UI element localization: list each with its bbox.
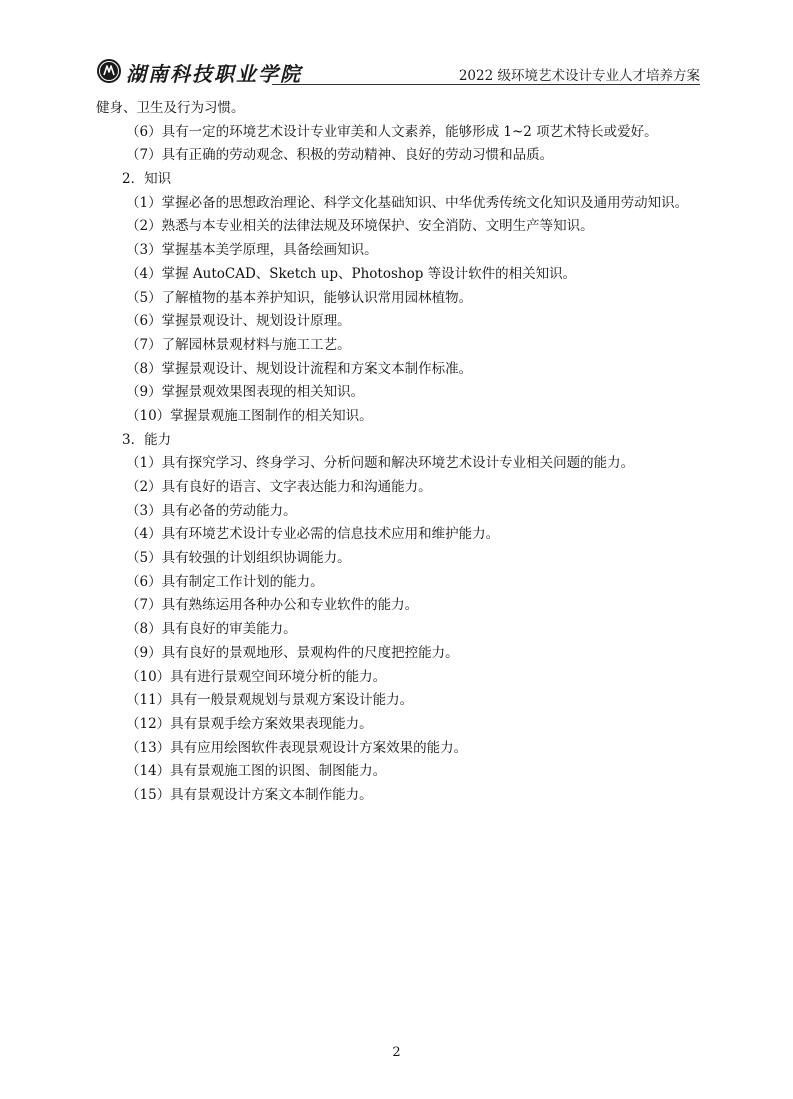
- document-body: [96, 97, 700, 808]
- list-item: （1）具有探究学习、终身学习、分析问题和解决环境艺术设计专业相关问题的能力。: [126, 455, 635, 472]
- list-item: （2）具有良好的语言、文字表达能力和沟通能力。: [126, 479, 432, 495]
- list-item: （2）熟悉与本专业相关的法律法规及环境保护、安全消防、文明生产等知识。: [126, 218, 594, 235]
- list-item: （3）具有必备的劳动能力。: [126, 502, 297, 519]
- list-item: （6）具有一定的环境艺术设计专业审美和人文素养，能够形成 1~2 项艺术特长或爱好。: [126, 123, 658, 140]
- school-emblem-icon: [96, 58, 122, 84]
- list-item: （4）具有环境艺术设计专业必需的信息技术应用和维护能力。: [126, 526, 500, 543]
- list-item: （1）掌握必备的思想政治理论、科学文化基础知识、中华优秀传统文化知识及通用劳动知识。: [126, 194, 689, 211]
- list-item: （7）具有熟练运用各种办公和专业软件的能力。: [126, 597, 419, 614]
- document-title: 2022 级环境艺术设计专业人才培养方案: [458, 68, 700, 84]
- list-item: （4）掌握 AutoCAD、Sketch up、Photoshop 等设计软件的相关知识。: [126, 265, 577, 282]
- list-item: （8）掌握景观设计、规划设计流程和方案文本制作标准。: [126, 360, 473, 377]
- list-item: （9）掌握景观效果图表现的相关知识。: [126, 384, 365, 401]
- section-heading-knowledge: 2．知识: [122, 171, 172, 188]
- page-header: [96, 54, 700, 90]
- list-item: （3）掌握基本美学原理，具备绘画知识。: [126, 242, 378, 259]
- list-item: （6）具有制定工作计划的能力。: [126, 573, 324, 590]
- list-item: （15）具有景观设计方案文本制作能力。: [126, 786, 373, 803]
- paragraph-line: 健身、卫生及行为习惯。: [96, 100, 245, 116]
- list-item: （5）了解植物的基本养护知识，能够认识常用园林植物。: [126, 289, 473, 306]
- list-item: （13）具有应用绘图软件表现景观设计方案效果的能力。: [126, 739, 468, 756]
- list-item: （14）具有景观施工图的识图、制图能力。: [126, 763, 387, 780]
- list-item: （6）掌握景观设计、规划设计原理。: [126, 313, 351, 330]
- list-item: （11）具有一般景观规划与景观方案设计能力。: [126, 692, 414, 709]
- list-item: （12）具有景观手绘方案效果表现能力。: [126, 715, 373, 732]
- list-item: （10）掌握景观施工图制作的相关知识。: [126, 407, 373, 424]
- list-item: （9）具有良好的景观地形、景观构件的尺度把控能力。: [126, 644, 459, 661]
- header-divider: [272, 84, 700, 85]
- school-name-logo: 湖南科技职业学院: [126, 62, 302, 86]
- page-number: 2: [392, 1045, 401, 1060]
- list-item: （7）具有正确的劳动观念、积极的劳动精神、良好的劳动习惯和品质。: [126, 147, 554, 164]
- section-heading-ability: 3．能力: [122, 431, 172, 448]
- list-item: （8）具有良好的审美能力。: [126, 621, 297, 638]
- list-item: （10）具有进行景观空间环境分析的能力。: [126, 668, 387, 685]
- list-item: （5）具有较强的计划组织协调能力。: [126, 550, 351, 567]
- list-item: （7）了解园林景观材料与施工工艺。: [126, 336, 351, 353]
